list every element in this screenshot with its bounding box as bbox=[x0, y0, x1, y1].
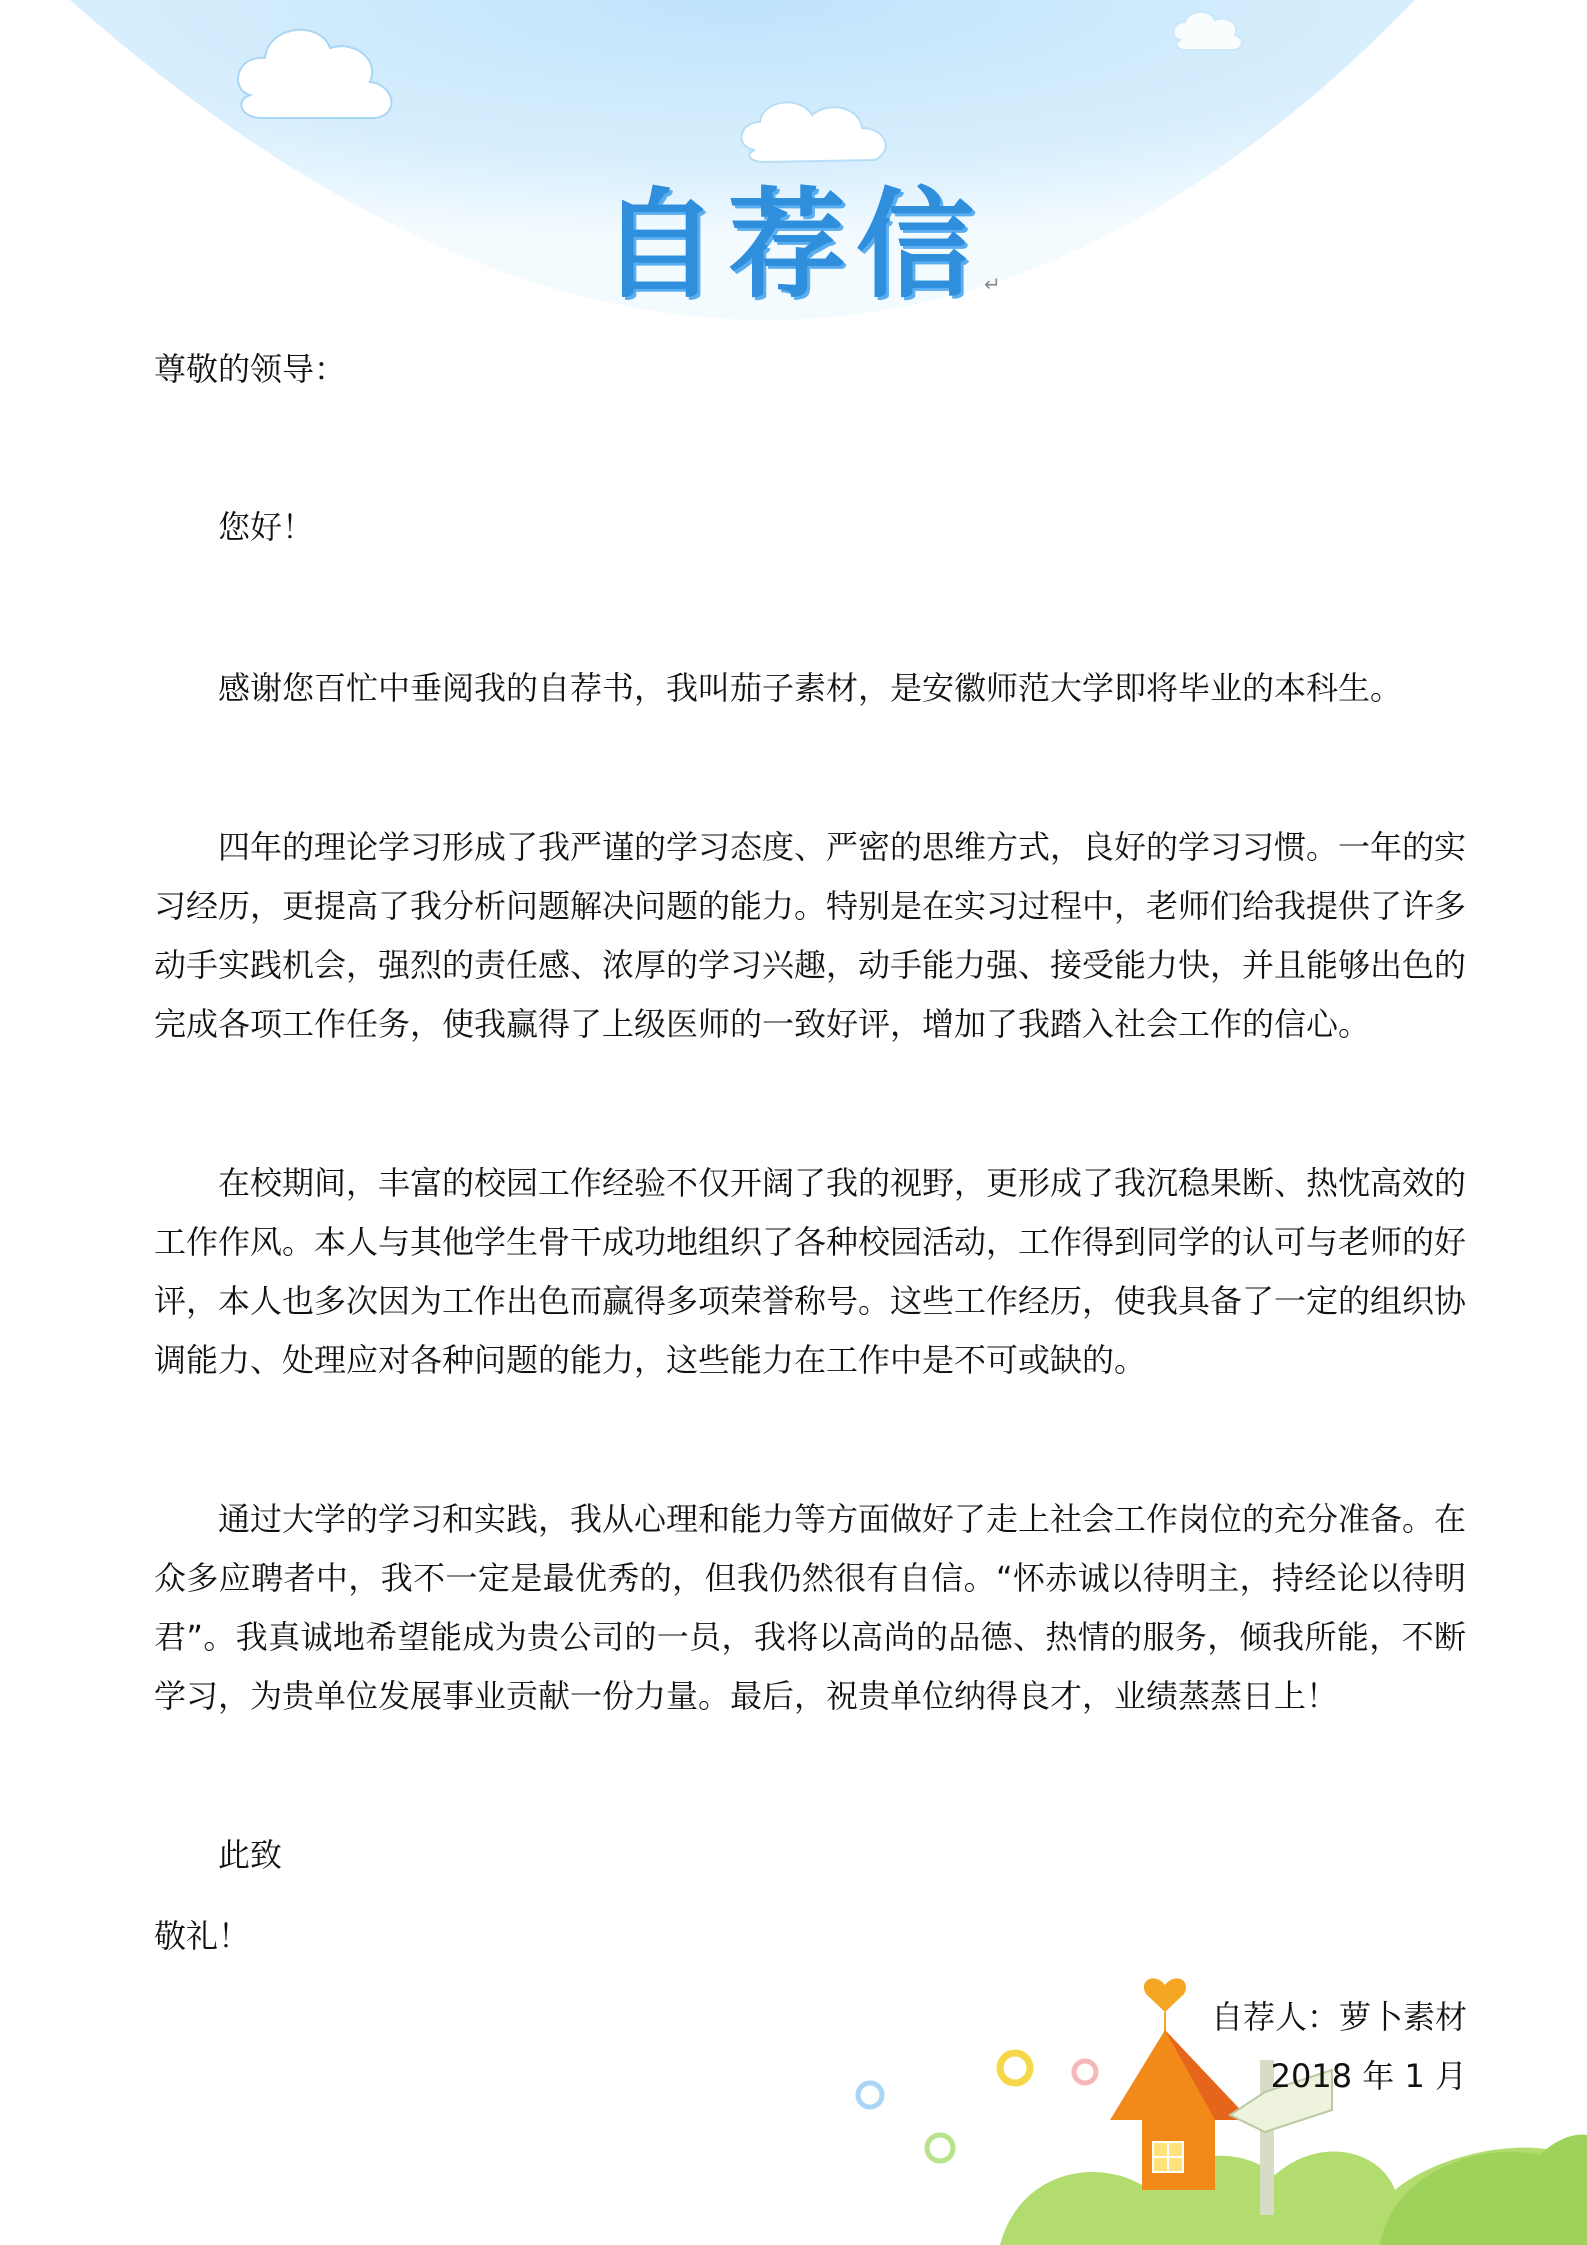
salutation: 尊敬的领导： bbox=[154, 350, 347, 388]
letter-date: 2018 年 1 月 bbox=[1270, 2057, 1467, 2095]
letter-body bbox=[154, 340, 1466, 1966]
hill-icon bbox=[1380, 2135, 1587, 2245]
signature-block bbox=[1211, 1988, 1467, 2106]
paragraph-intro: 感谢您百忙中垂阅我的自荐书，我叫茄子素材，是安徽师范大学即将毕业的本科生。 bbox=[218, 669, 1403, 707]
signature: 自荐人：萝卜素材 bbox=[1210, 1998, 1467, 2036]
closing-jingli: 敬礼！ bbox=[154, 1917, 251, 1955]
page-title: 自荐信 bbox=[600, 176, 985, 314]
bubble-icon bbox=[1000, 2053, 1030, 2083]
paragraph-preparation: 通过大学的学习和实践，我从心理和能力等方面做好了走上社会工作岗位的充分准备。在众多应聘者中，我不一定是最优秀的，但我仍然很有自信。“怀赤诚以待明主，持经论以待明君”。我真诚地希望能成为贵公司的一员，我将以高尚的品德、热情的服务，倾我所能，不断学习，为贵单位发展事业贡献一份力量。最后，祝贵单位纳得良才，业绩蒸蒸日上！ bbox=[154, 1500, 1467, 1715]
bubble-icon bbox=[927, 2135, 953, 2161]
footer-landscape-decoration bbox=[820, 1960, 1587, 2245]
closing-cizhi: 此致 bbox=[218, 1836, 283, 1874]
paragraph-study: 四年的理论学习形成了我严谨的学习态度、严密的思维方式，良好的学习习惯。一年的实习经历，更提高了我分析问题解决问题的能力。特别是在实习过程中，老师们给我提供了许多动手实践机会，强烈的责任感、浓厚的学习兴趣，动手能力强、接受能力快，并且能够出色的完成各项工作任务，使我赢得了上级医师的一致好评，增加了我踏入社会工作的信心。 bbox=[154, 828, 1467, 1043]
bubble-icon bbox=[858, 2083, 882, 2107]
hello-line: 您好！ bbox=[218, 508, 315, 546]
paragraph-mark: ↵ bbox=[984, 272, 1001, 296]
heart-icon bbox=[1144, 1978, 1186, 2012]
paragraph-campus: 在校期间，丰富的校园工作经验不仅开阔了我的视野，更形成了我沉稳果断、热忱高效的工作作风。本人与其他学生骨干成功地组织了各种校园活动，工作得到同学的认可与老师的好评，本人也多次因为工作出色而赢得多项荣誉称号。这些工作经历，使我具备了一定的组织协调能力、处理应对各种问题的能力，这些能力在工作中是不可或缺的。 bbox=[154, 1164, 1467, 1379]
bubble-icon bbox=[1074, 2061, 1096, 2083]
